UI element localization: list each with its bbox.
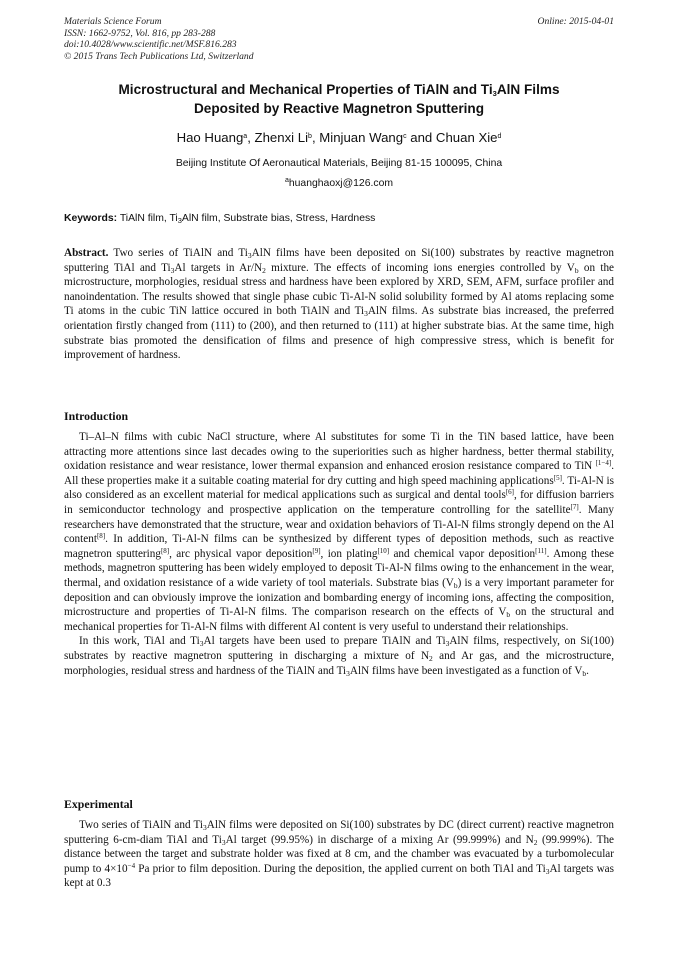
- copyright-line: © 2015 Trans Tech Publications Ltd, Switzerland: [64, 50, 254, 62]
- introduction-body: [64, 430, 614, 678]
- title-line-2: Deposited by Reactive Magnetron Sputtering: [193, 101, 485, 116]
- abstract: Abstract. Two series of TiAlN and $Ti_3AlN$ films have been deposited on Si(100) substrates by reactive magnetron sputtering TiAl and $Ti_3Al$ targets in $Ar/N_2$ mixture. The effects of incoming ions energies controlled by $V_b$ on the microstructure, morphologies, residual stress and hardness have been explored by XRD, SEM, AFM, surface profiler and nanoindentation. The results showed that single phase cubic Ti-Al-N solid solubility formed by Al atoms replacing some Ti atoms in the cubic TiN lattice occured in both TiAlN and $Ti_3AlN$ films. As substrate bias increased, the preferred orientation firstly changed from (111) to (200), and then returned to (111) at higher substrate bias. At the same time, high substrate bias promoted the densification of films and presence of high compressive stress, which is benefit for improvement of hardness.: [64, 247, 615, 362]
- journal-name: Materials Science Forum: [64, 16, 162, 27]
- paragraph: Ti–Al–N films with cubic NaCl structure, where Al substitutes for some Ti in the TiN based lattice, have been attracting more attentions since last decades owing to the superiorities such as higher hardness, better thermal stability, oxidation resistance and wear resistance, lower thermal expansion and enhanced erosion resistance compared to TiN [1−4]. All these properties make it a suitable coating material for dry cutting and high speed machining applications[5]. Ti-Al-N is also considered as an excellent material for medical applications such as surgical and dental tools[6], for diffusion barriers in semiconductor technology and prospective application on the temperature controlling for the satellite[7]. Many researchers have demonstrated that the structure, wear and oxidation behaviors of Ti-Al-N films strongly depend on the Al content[8]. In addition, Ti-Al-N films can be synthesized by different types of deposition methods, such as reactive magnetron sputtering[8], arc physical vapor deposition[9], ion plating[10] and chemical vapor deposition[11]. Among these methods, magnetron sputtering has been widely employed to deposit Ti-Al-N films owing to the enhancement in the wear, thermal, and oxidation resistance of a wide variety of tool materials. Substrate bias $(V_b)$ is a very important parameter for deposition and can obviously improve the ionization and bombarding energy of incoming ions, affecting the composition, microstructure and properties of Ti-Al-N films. The comparison research on the effects of $V_b$ on the structural and mechanical properties for Ti-Al-N films with different Al content is very useful to understand their relationships.: [64, 431, 615, 633]
- paragraph: In this work, TiAl and $Ti_3Al$ targets have been used to prepare TiAlN and $Ti_3AlN$ films, respectively, on Si(100) substrates by reactive magnetron sputtering in discharging a mixture of $N_2$ and Ar gas, and the microstructure, morphologies, residual stress and hardness of the TiAlN and $Ti_3AlN$ films have been investigated as a function of $V_b$.: [64, 635, 615, 678]
- affiliation: Beijing Institute Of Aeronautical Materials, Beijing 81-15 100095, China: [175, 158, 503, 169]
- author-email: $^a$huanghaoxj@126.com: [284, 177, 394, 189]
- title-line-1: Microstructural and Mechanical Properties of TiAlN and $Ti_3AlN$ Films: [118, 82, 560, 98]
- paper-title: [64, 80, 614, 118]
- keywords-label: Keywords:: [64, 213, 118, 224]
- paragraph: Two series of TiAlN and $Ti_3AlN$ films were deposited on Si(100) substrates by DC (direct current) reactive magnetron sputtering 6-cm-diam TiAl and $Ti_3Al$ target (99.95%) in discharge of a mixing Ar (99.999%) and $N_2$ (99.999%). The distance between the target and substrate holder was fixed at 8 cm, and the chamber was evacuated by a turbomolecular pump to $4\times 10^{-4}$ Pa prior to film deposition. During the deposition, the applied current on both TiAl and $Ti_3Al$ targets was kept at 0.3: [64, 819, 614, 890]
- doi-line: doi:10.4028/www.scientific.net/MSF.816.283: [64, 39, 237, 51]
- experimental-heading: Experimental: [64, 797, 133, 811]
- keywords: Keywords: TiAlN film, $Ti_3AlN$ film, Substrate bias, Stress, Hardness: [64, 213, 376, 225]
- experimental-body: [64, 818, 614, 891]
- author-list: Hao Huang$^a$, Zhenxi Li$^b$, Minjuan Wang$^c$ and Chuan Xie$^d$: [176, 130, 502, 145]
- introduction-heading: Introduction: [64, 409, 129, 423]
- issn-line: ISSN: 1662-9752, Vol. 816, pp 283-288: [64, 27, 216, 39]
- online-date: Online: 2015-04-01: [537, 16, 614, 27]
- journal-header: [64, 16, 614, 62]
- abstract-label: Abstract.: [64, 247, 109, 259]
